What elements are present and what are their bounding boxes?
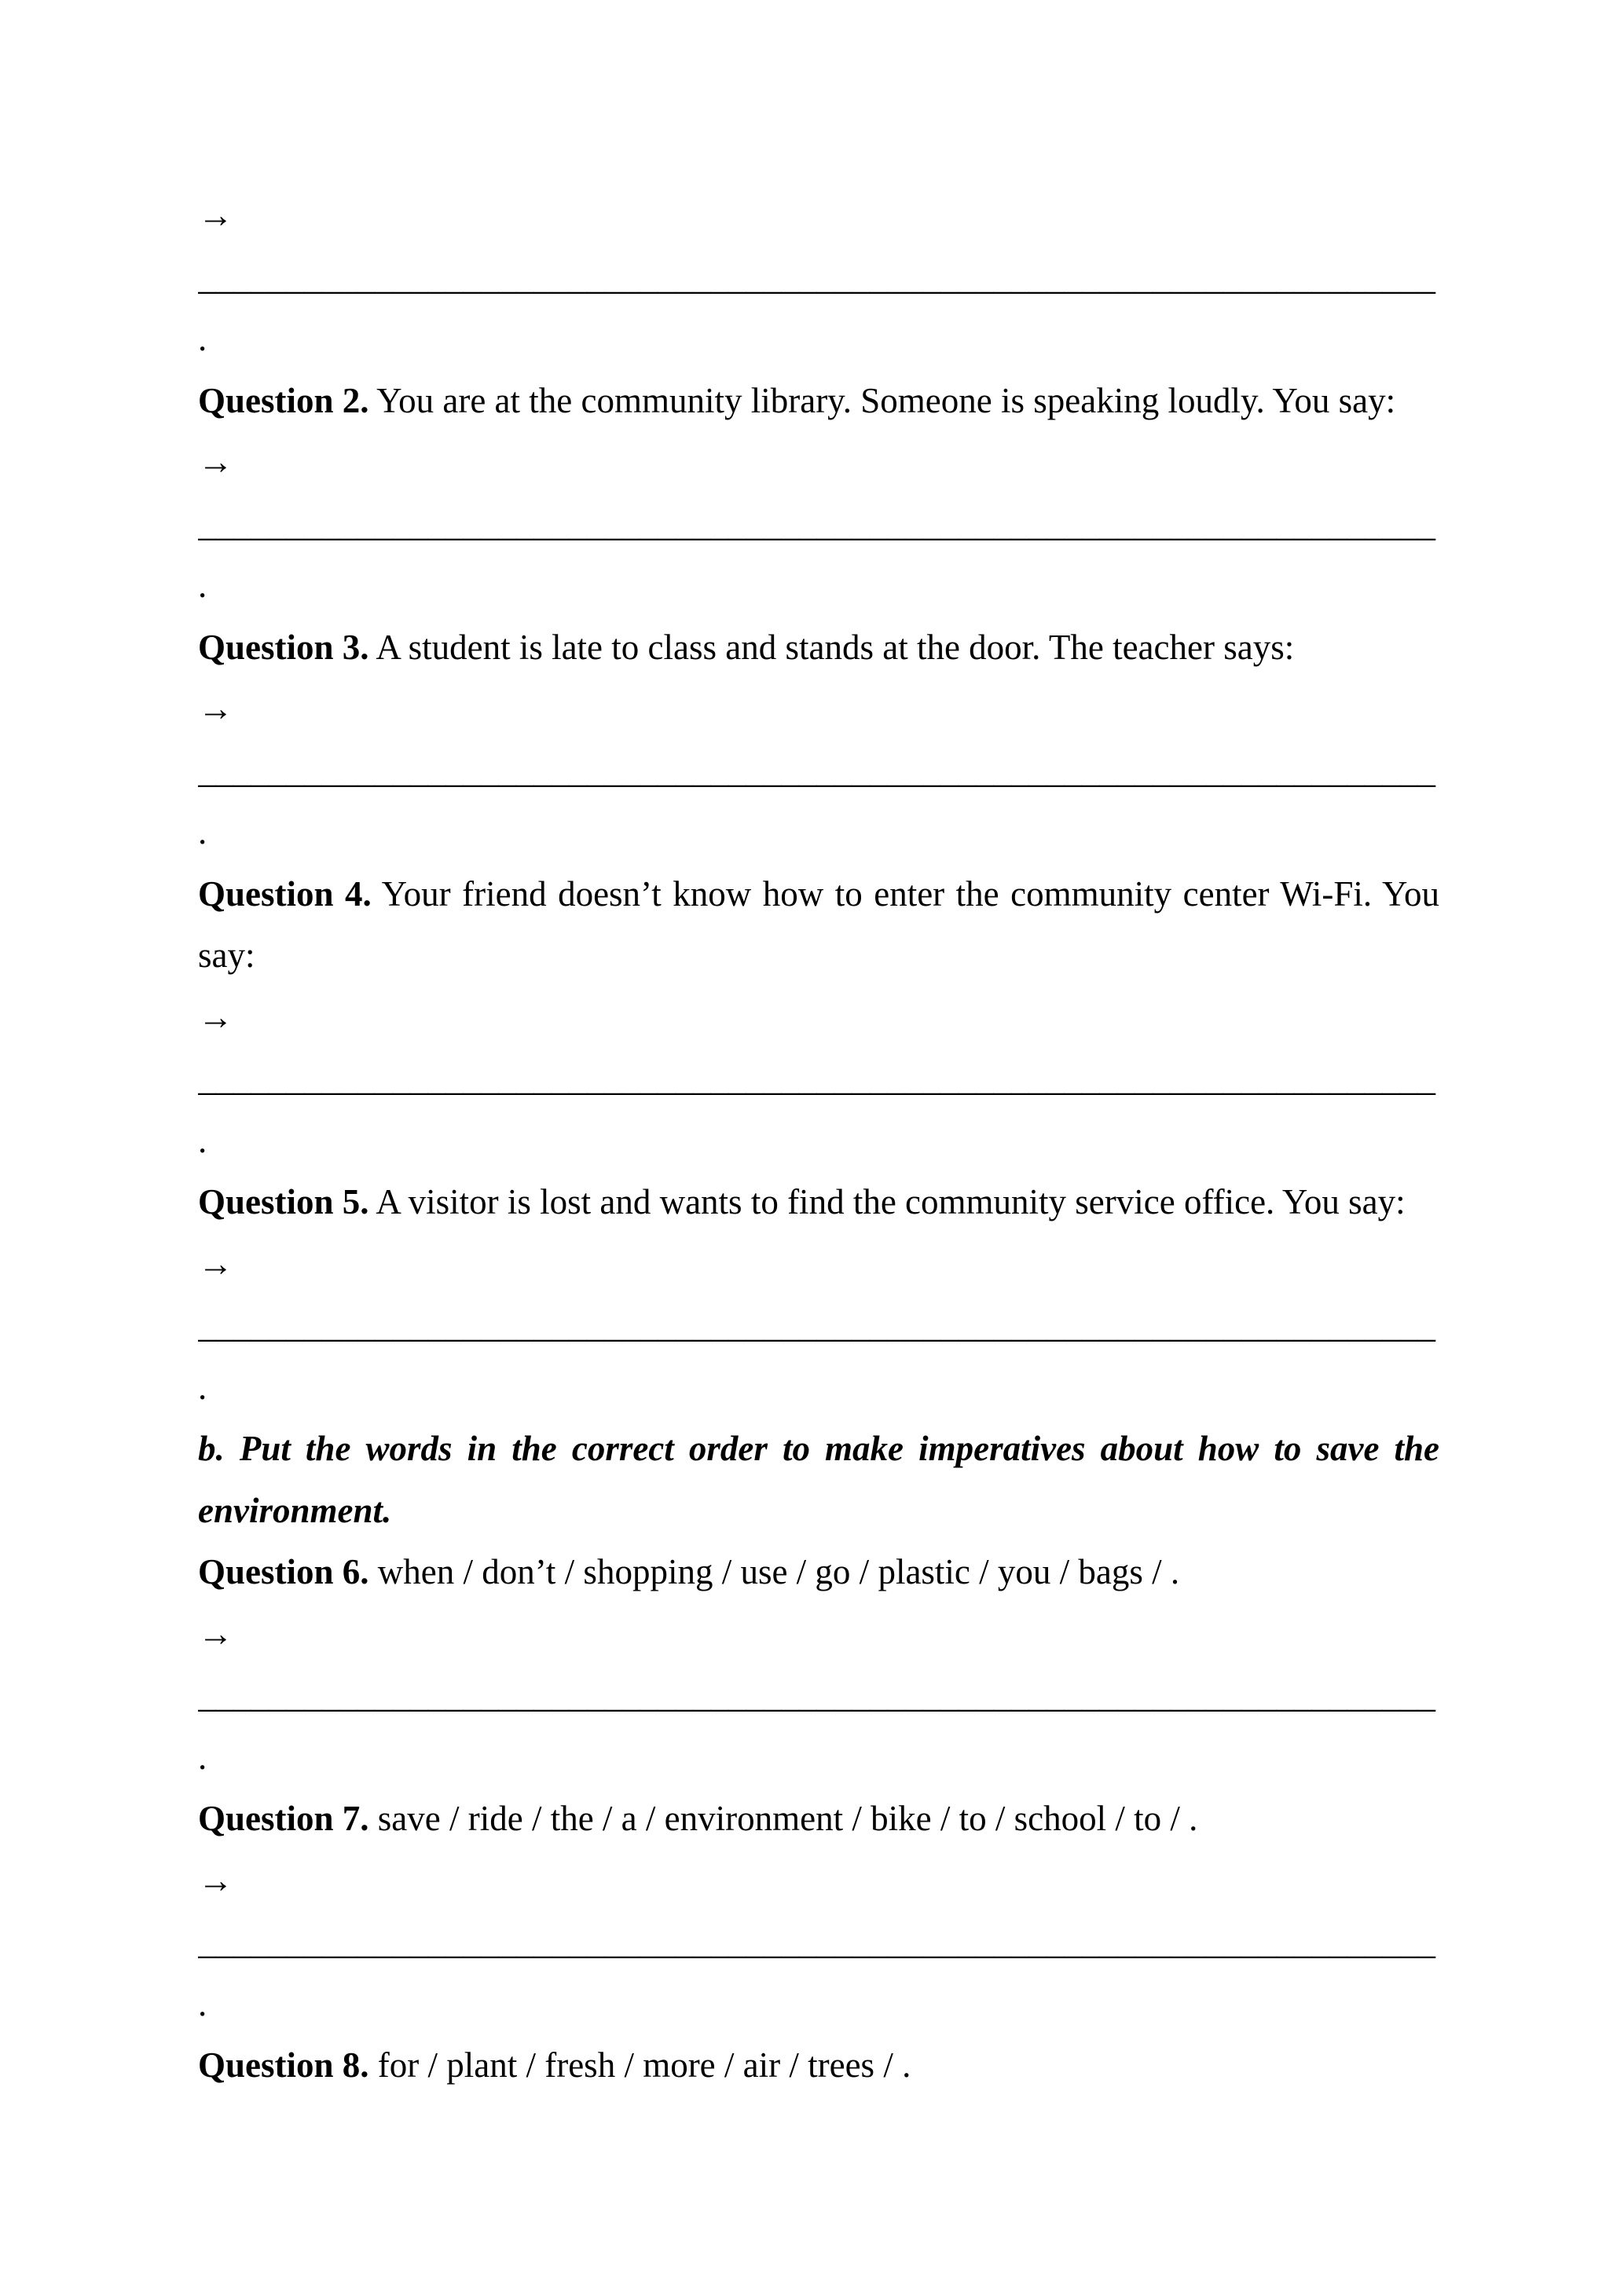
question-4 bbox=[198, 863, 1439, 987]
answer-arrow: → bbox=[198, 1613, 233, 1653]
question-label: Question 2. bbox=[198, 380, 369, 420]
question-label: Question 6. bbox=[198, 1552, 369, 1591]
answer-end-mark: . bbox=[198, 1367, 207, 1407]
answer-end-mark: . bbox=[198, 812, 207, 851]
question-6 bbox=[198, 1541, 1439, 1603]
answer-blank: ______________________________________________________________________ bbox=[198, 1675, 1435, 1715]
answer-end-mark: . bbox=[198, 1737, 207, 1777]
answer-arrow: → bbox=[198, 442, 233, 482]
answer-blank: ______________________________________________________________________ bbox=[198, 504, 1435, 544]
answer-end-mark: . bbox=[198, 319, 207, 358]
question-prompt: A student is late to class and stands at the door. The teacher says: bbox=[376, 627, 1295, 667]
question-label: Question 4. bbox=[198, 873, 372, 914]
question-label: Question 8. bbox=[198, 2045, 369, 2085]
answer-arrow: → bbox=[198, 1860, 233, 1900]
question-label: Question 7. bbox=[198, 1799, 369, 1838]
answer-blank: ______________________________________________________________________ bbox=[198, 1305, 1435, 1345]
answer-blank: ______________________________________________________________________ bbox=[198, 1922, 1435, 1961]
answer-arrow: → bbox=[198, 997, 233, 1037]
answer-blank: ______________________________________________________________________ bbox=[198, 257, 1435, 297]
question-prompt: when / don’t / shopping / use / go / plastic / you / bags / . bbox=[377, 1552, 1180, 1591]
answer-end-mark: . bbox=[198, 1983, 207, 2023]
answer-arrow: → bbox=[198, 689, 233, 728]
answer-end-mark: . bbox=[198, 1120, 207, 1160]
question-7 bbox=[198, 1788, 1439, 1850]
instruction-b: b. Put the words in the correct order to make imperatives about how to save the environment. bbox=[198, 1429, 1439, 1530]
answer-end-mark: . bbox=[198, 566, 207, 605]
answer-blank: ______________________________________________________________________ bbox=[198, 1059, 1435, 1098]
question-label: Question 3. bbox=[198, 627, 369, 667]
question-2 bbox=[198, 370, 1439, 432]
question-prompt: You are at the community library. Someone is speaking loudly. You say: bbox=[376, 380, 1396, 420]
question-prompt: A visitor is lost and wants to find the community service office. You say: bbox=[376, 1182, 1406, 1221]
question-8 bbox=[198, 2034, 1439, 2096]
answer-arrow: → bbox=[198, 1243, 233, 1283]
question-prompt: Your friend doesn’t know how to enter the community center Wi-Fi. You say: bbox=[198, 873, 1439, 975]
question-prompt: for / plant / fresh / more / air / trees / . bbox=[377, 2045, 911, 2085]
question-5 bbox=[198, 1171, 1439, 1233]
question-3 bbox=[198, 617, 1439, 679]
question-prompt: save / ride / the / a / environment / bike / to / school / to / . bbox=[377, 1799, 1198, 1838]
answer-arrow: → bbox=[198, 196, 233, 235]
answer-blank: ______________________________________________________________________ bbox=[198, 750, 1435, 790]
question-label: Question 5. bbox=[198, 1182, 369, 1221]
